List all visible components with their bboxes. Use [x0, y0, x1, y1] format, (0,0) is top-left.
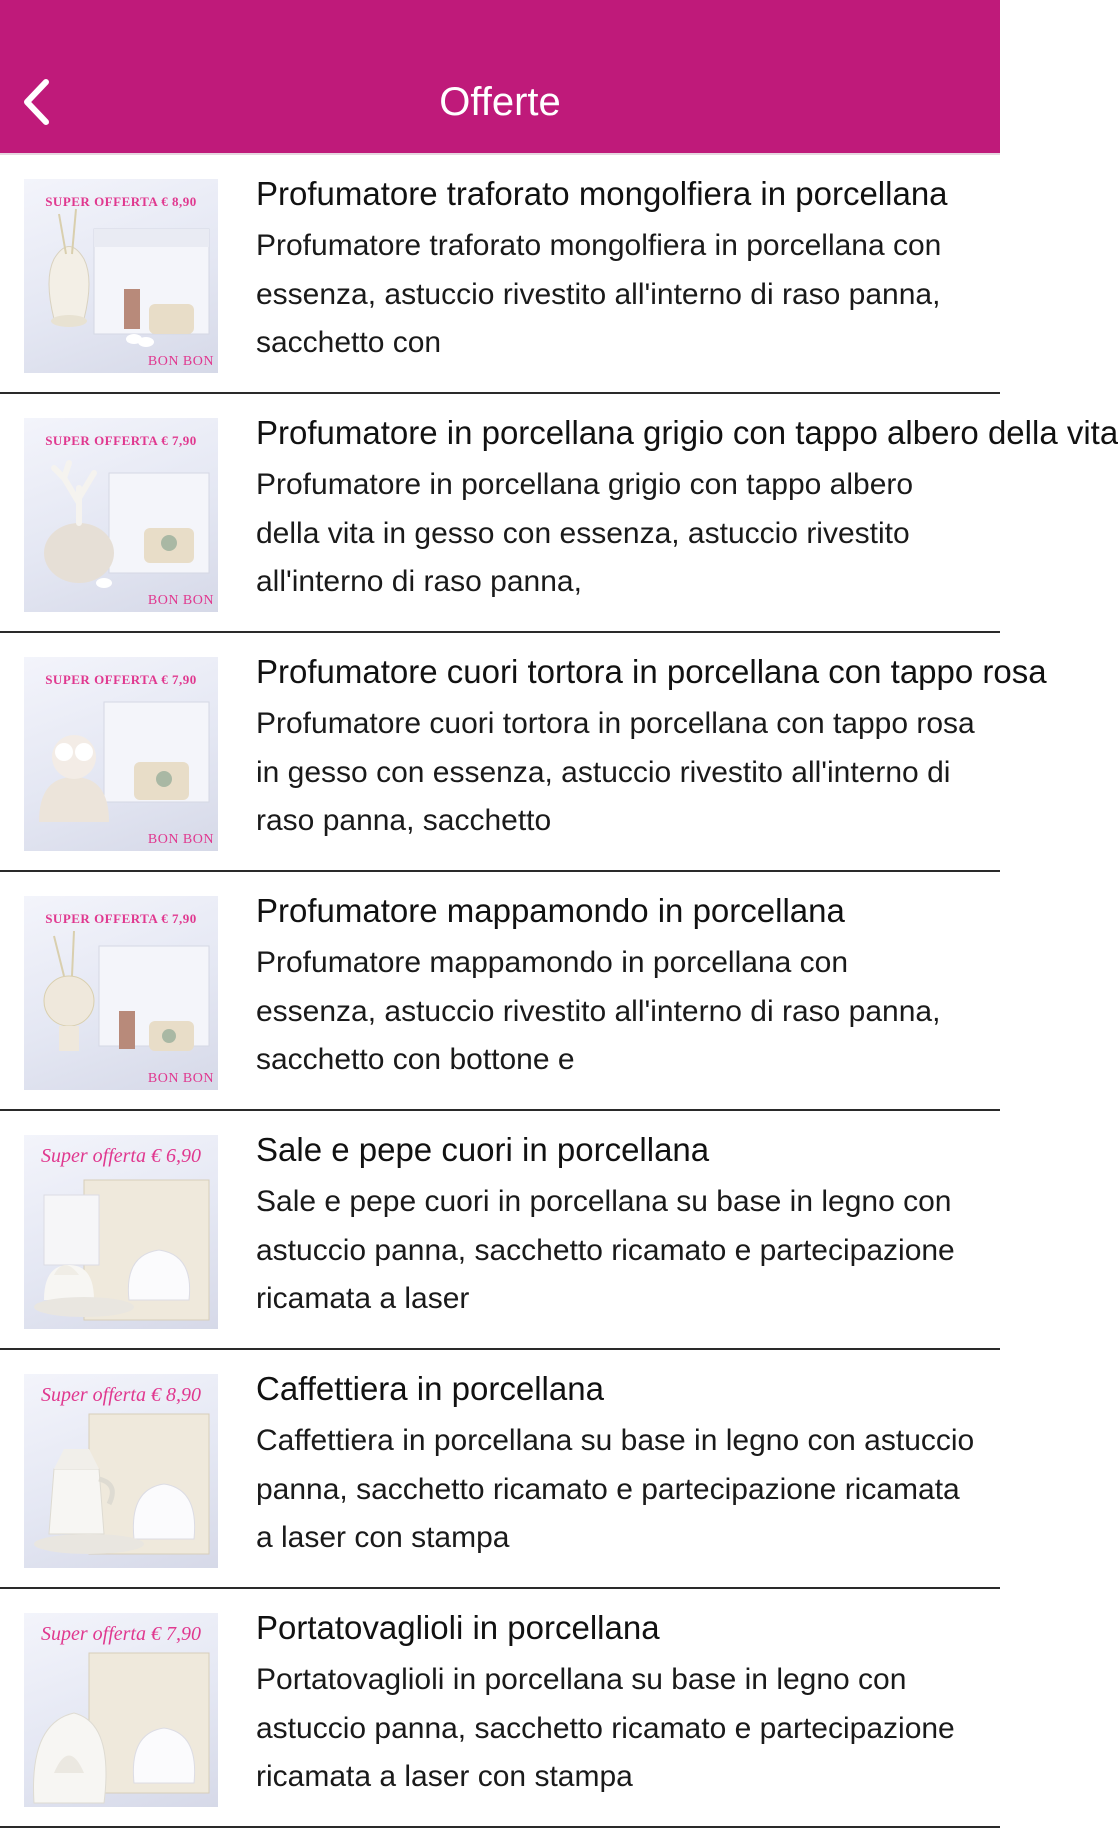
- image-caption: SUPER OFFERTA € 7,90: [45, 911, 197, 926]
- image-caption: Super offerta € 6,90: [41, 1145, 201, 1167]
- offer-description: Caffettiera in porcellana su base in legno con astuccio panna, sacchetto ricamato e partecipazione ricamata a laser con stampa: [256, 1424, 975, 1554]
- offer-description: Profumatore traforato mongolfiera in porcellana con essenza, astuccio rivestito all'interno di raso panna, sacchetto con: [256, 229, 942, 359]
- image-caption: SUPER OFFERTA € 7,90: [45, 672, 197, 687]
- offer-title: Portatovaglioli in porcellana: [256, 1609, 660, 1646]
- offer-item-4[interactable]: [0, 872, 1000, 1111]
- offer-title: Profumatore in porcellana grigio con tappo albero della vita: [256, 414, 1118, 451]
- product-image: [24, 179, 218, 373]
- offer-item-5[interactable]: [0, 1111, 1000, 1350]
- offer-item-1[interactable]: [0, 155, 1000, 394]
- image-caption: Super offerta € 8,90: [41, 1384, 201, 1406]
- product-image: [24, 1613, 218, 1807]
- offer-title: Sale e pepe cuori in porcellana: [256, 1131, 710, 1168]
- product-image: [24, 1135, 218, 1329]
- brand-logo: BON BON: [147, 1071, 214, 1086]
- nav-bar: [0, 0, 1000, 153]
- image-caption: Super offerta € 7,90: [41, 1623, 201, 1645]
- offer-description: Profumatore mappamondo in porcellana con essenza, astuccio rivestito all'interno di raso panna, sacchetto con bottone e: [256, 946, 941, 1076]
- product-image: [24, 1374, 218, 1568]
- image-caption: SUPER OFFERTA € 7,90: [45, 433, 197, 448]
- offer-description: Sale e pepe cuori in porcellana su base in legno con astuccio panna, sacchetto ricamato e partecipazione ricamata a laser: [256, 1185, 955, 1315]
- offer-title: Profumatore mappamondo in porcellana: [256, 892, 845, 929]
- chevron-left-icon: [19, 77, 53, 127]
- offer-title: Caffettiera in porcellana: [256, 1370, 604, 1407]
- offer-item-2[interactable]: [0, 394, 1118, 633]
- offers-list: [0, 155, 1118, 1828]
- brand-logo: BON BON: [147, 593, 214, 608]
- product-image: [24, 418, 218, 612]
- page-title: Offerte: [439, 80, 561, 124]
- offer-item-6[interactable]: [0, 1350, 1000, 1589]
- offer-item-7[interactable]: [0, 1589, 1000, 1828]
- product-image: [24, 896, 218, 1090]
- brand-logo: BON BON: [147, 832, 214, 847]
- offer-description: Profumatore cuori tortora in porcellana con tappo rosa in gesso con essenza, astuccio rivestito all'interno di raso panna, sacchetto: [256, 707, 975, 837]
- brand-logo: BON BON: [147, 354, 214, 369]
- offer-title: Profumatore traforato mongolfiera in porcellana: [256, 175, 948, 212]
- offer-title: Profumatore cuori tortora in porcellana con tappo rosa: [256, 653, 1047, 690]
- offer-description: Portatovaglioli in porcellana su base in legno con astuccio panna, sacchetto ricamato e partecipazione ricamata a laser con stampa: [256, 1663, 955, 1793]
- offer-description: Profumatore in porcellana grigio con tappo albero della vita in gesso con essenza, astuccio rivestito all'interno di raso panna,: [256, 468, 914, 598]
- image-caption: SUPER OFFERTA € 8,90: [45, 194, 197, 209]
- offer-item-3[interactable]: [0, 633, 1047, 872]
- product-image: [24, 657, 218, 851]
- back-button[interactable]: [12, 72, 60, 132]
